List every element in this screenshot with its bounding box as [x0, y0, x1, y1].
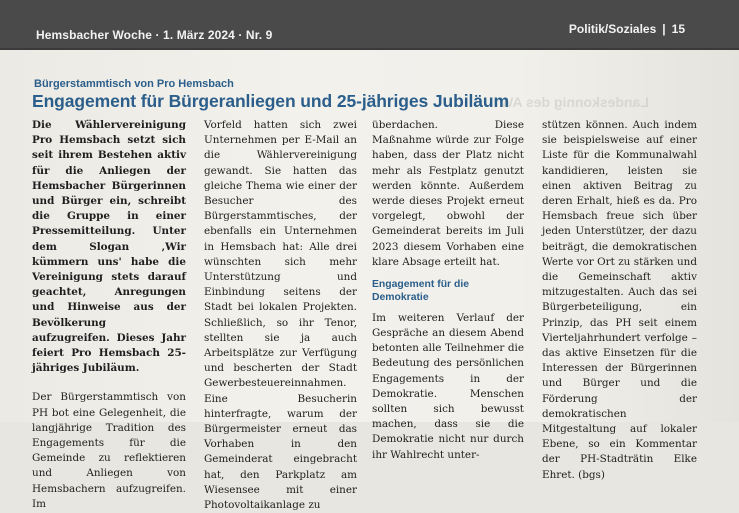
bleed-through-text: Landeskonnig des AW [500, 94, 649, 110]
article-lead: Die Wählervereinigung Pro Hemsbach setzt sich seit ihrem Bestehen aktiv für die Anliegen der Hemsbacher Bürgerinnen und Bürger ein, schreibt die Gruppe in einer Pressemitteilung. Unter dem Slogan ‚Wir kümmern uns' habe die Vereinigung stets darauf geachtet, Anregungen und Hinweise aus der Bevölkerung aufzugreifen. Dieses Jahr feiert Pro Hemsbach 25-jähriges Jubiläum. [32, 119, 186, 375]
article-column-2 [204, 118, 357, 513]
section-name: Politik/Soziales [568, 22, 657, 36]
article-subhead: Engagement für die Demokratie [372, 279, 469, 304]
column-3-body-b: Im weiteren Verlauf der Gespräche an diesem Abend betonten alle Teilnehmer die Bedeutung des persönlichen Engagements in der Demokratie. Menschen sollten sich bewusst machen, dass sie die Demokratie nicht nur durch ihr Wahlrecht unter- [372, 311, 524, 461]
article-column-1 [32, 118, 186, 512]
article-kicker: Bürgerstammtisch von Pro Hemsbach [34, 78, 234, 90]
column-1-body: Der Bürgerstammtisch von PH bot eine Gelegenheit, die langjährige Tradition des Engagements für die Gemeinde zu reflektieren und Anliegen von Hemsbachern aufzugreifen. Im [32, 391, 186, 510]
article-headline: Engagement für Bürgeranliegen und 25-jähriges Jubiläum [32, 91, 509, 111]
article-column-3 [372, 118, 524, 463]
article-column-4 [542, 118, 697, 483]
header-separator: | [662, 22, 666, 36]
page-header-bar [0, 0, 739, 50]
section-and-page [569, 22, 685, 36]
column-3-body-a: überdachen. Diese Maßnahme würde zur Folge haben, dass der Platz nicht mehr als Festplatz genutzt werden könnte. Außerdem werde dieses Projekt erneut vorgelegt, obwohl der Gemeinderat bereits im Juli 2023 diesem Vorhaben eine klare Absage erteilt hat. [372, 119, 524, 268]
column-2-body: Vorfeld hatten sich zwei Unternehmen per E-Mail an die Wählervereinigung gewandt. Sie hatten das gleiche Thema wie einer der Besucher des Bürgerstammtisches, der ebenfalls ein Unternehmen in Hemsbach hat: Alle drei wünschten sich mehr Unterstützung und Einbindung seitens der Stadt bei lokalen Projekten. Schließlich, so ihr Tenor, stellten sie ja auch Arbeitsplätze zur Verfügung und bescherten der Stadt Gewerbesteuereinnahmen. Eine Besucherin hinterfragte, warum der Bürgermeister erneut das Vorhaben in den Gemeinderat eingebracht hat, den Parkplatz am Wiesensee mit einer Photovoltaikanlage zu [204, 119, 357, 512]
column-4-body: stützen können. Auch indem sie beispielsweise auf einer Liste für die Kommunalwahl kandidieren, leisten sie einen aktiven Beitrag zu deren Erhalt, hieß es da. Pro Hemsbach freue sich über jeden Unterstützer, der dazu beiträgt, die demokratischen Werte vor Ort zu stärken und die Gemeinschaft aktiv mitzugestalten. Auch das sei Bürgerbeteiligung, ein Prinzip, das PH seit einem Vierteljahrhundert verfolge – das aktive Einsetzen für die Interessen der Bürgerinnen und Bürger und die Förderung der demokratischen Mitgestaltung auf lokaler Ebene, so ein Kommentar der PH-Stadträtin Elke Ehret. (bgs) [542, 119, 697, 481]
page-number: 15 [671, 22, 685, 36]
publication-info: Hemsbacher Woche · 1. März 2024 · Nr. 9 [36, 28, 273, 42]
